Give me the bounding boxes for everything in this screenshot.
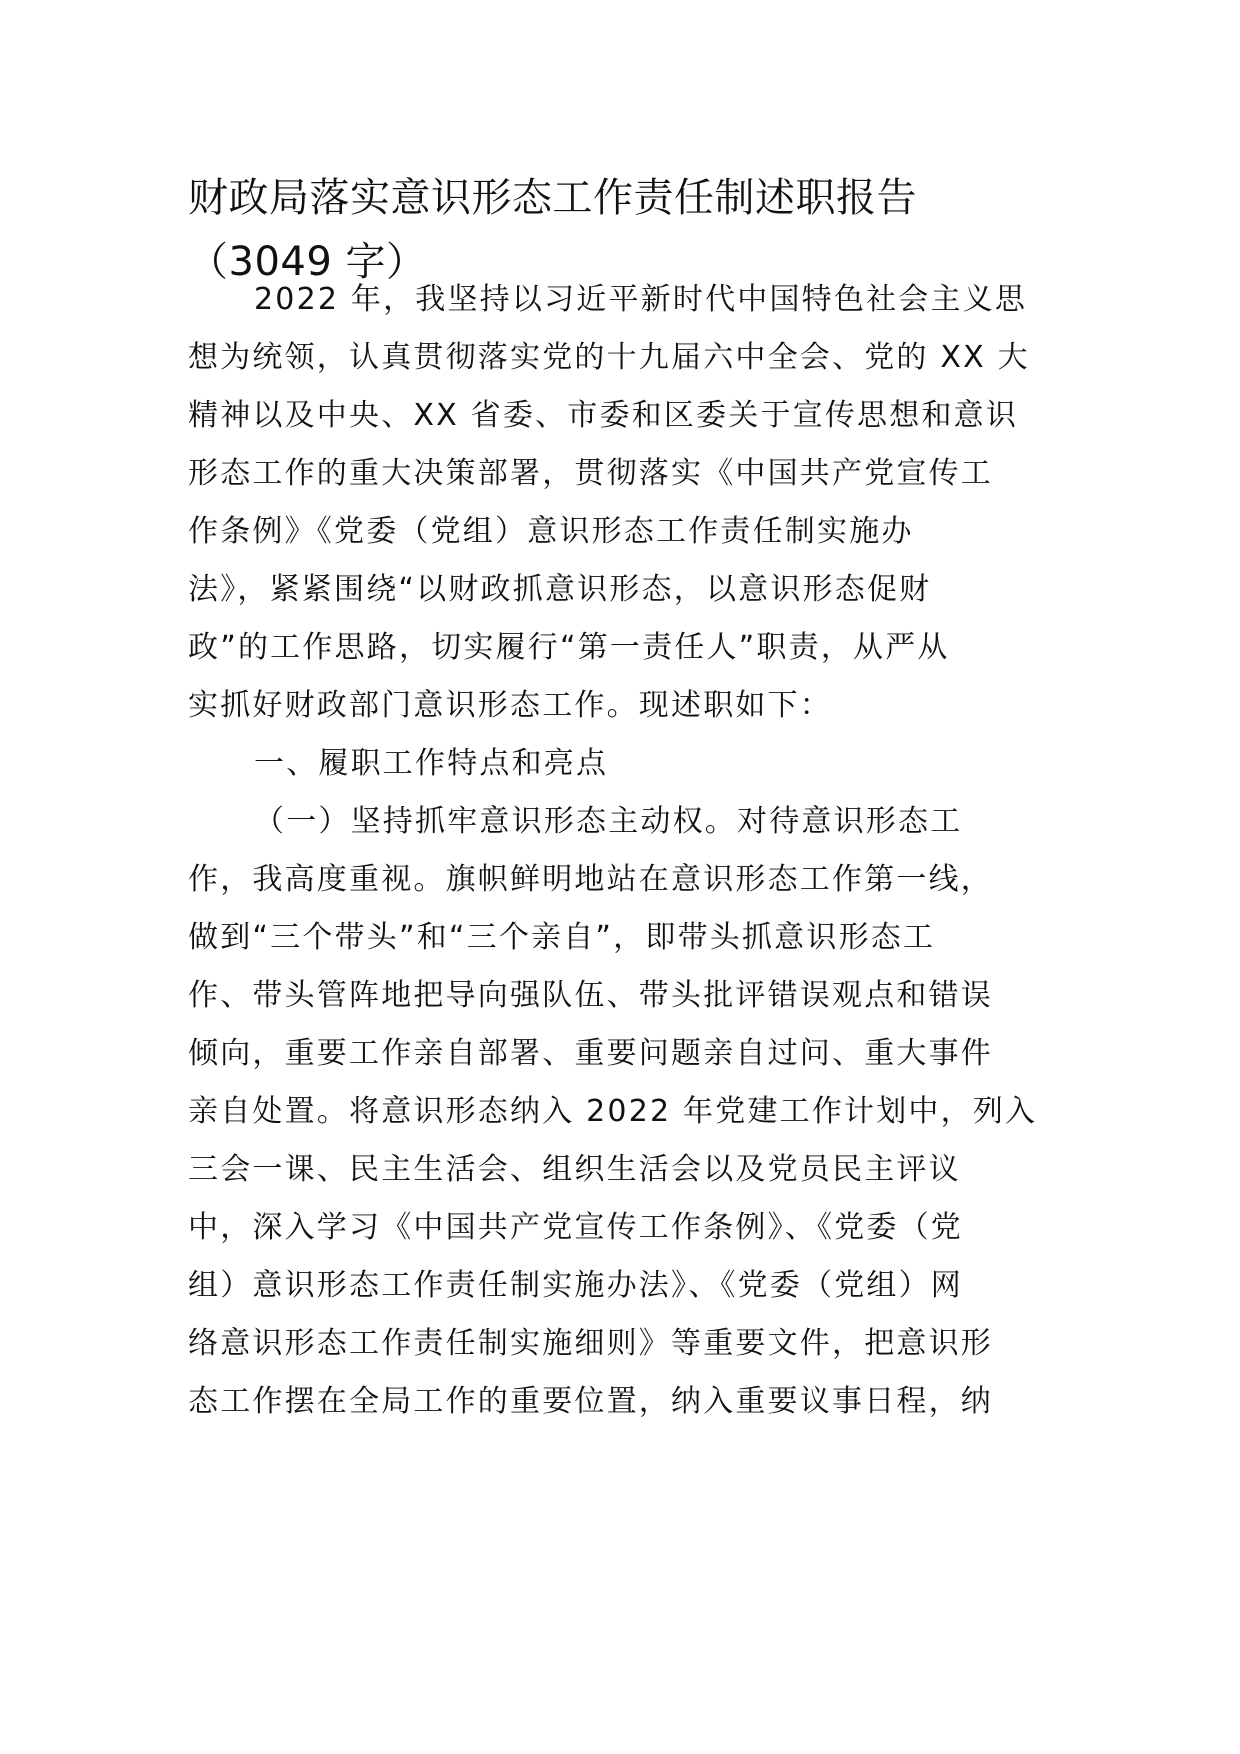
section-heading: 一、履职工作特点和亮点: [254, 746, 609, 781]
paragraph-line: 三会一课、民主生活会、组织生活会以及党员民主评议: [188, 1152, 961, 1187]
paragraph-line: 做到“三个带头”和“三个亲自”，即带头抓意识形态工: [188, 920, 936, 955]
subsection-heading-line: （一）坚持抓牢意识形态主动权。对待意识形态工: [254, 804, 963, 839]
document-title: 财政局落实意识形态工作责任制述职报告: [188, 175, 917, 221]
paragraph-line: 组）意识形态工作责任制实施办法》、《党委（党组）网: [188, 1268, 963, 1303]
paragraph-line: 作条例》《党委（党组）意识形态工作责任制实施办: [188, 514, 914, 549]
document-title-word-count: （3049 字）: [188, 239, 427, 285]
paragraph-line: 政”的工作思路，切实履行“第一责任人”职责，从严从: [188, 630, 950, 665]
paragraph-line: 2022 年，我坚持以习近平新时代中国特色社会主义思: [254, 282, 1028, 317]
paragraph-line: 络意识形态工作责任制实施细则》等重要文件，把意识形: [188, 1326, 993, 1361]
paragraph-line: 态工作摆在全局工作的重要位置，纳入重要议事日程，纳: [188, 1384, 993, 1419]
paragraph-line: 法》，紧紧围绕“以财政抓意识形态，以意识形态促财: [188, 572, 932, 607]
paragraph-line: 作，我高度重视。旗帜鲜明地站在意识形态工作第一线，: [188, 862, 993, 897]
paragraph-line: 倾向，重要工作亲自部署、重要问题亲自过问、重大事件: [188, 1036, 993, 1071]
paragraph-line: 亲自处置。将意识形态纳入 2022 年党建工作计划中，列入: [188, 1094, 1038, 1129]
paragraph-line: 想为统领，认真贯彻落实党的十九届六中全会、党的 XX 大: [188, 340, 1030, 375]
paragraph-line: 作、带头管阵地把导向强队伍、带头批评错误观点和错误: [188, 978, 993, 1013]
paragraph-line: 形态工作的重大决策部署，贯彻落实《中国共产党宣传工: [188, 456, 993, 491]
paragraph-line: 实抓好财政部门意识形态工作。现述职如下：: [188, 688, 832, 723]
paragraph-line: 精神以及中央、XX 省委、市委和区委关于宣传思想和意识: [188, 398, 1019, 433]
paragraph-line: 中，深入学习《中国共产党宣传工作条例》、《党委（党: [188, 1210, 963, 1245]
